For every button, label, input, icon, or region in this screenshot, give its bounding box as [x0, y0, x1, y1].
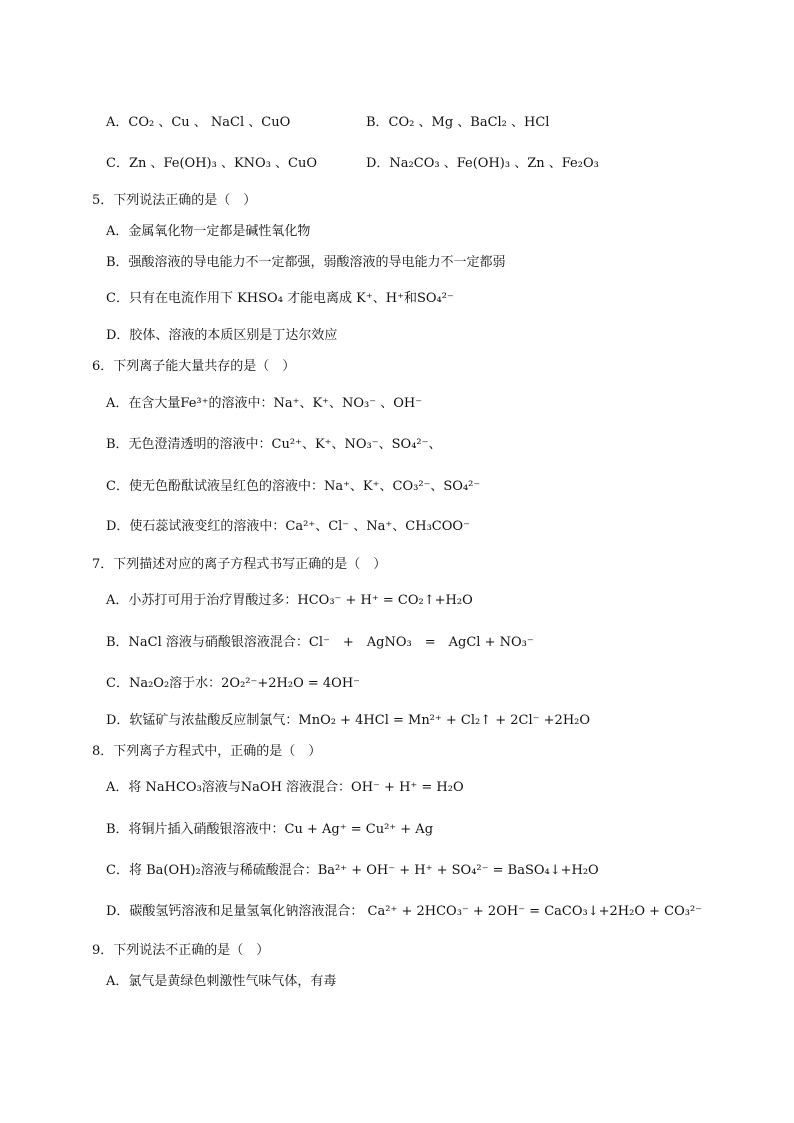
q4-option-b: B．CO₂ 、Mg 、BaCl₂ 、HCl: [366, 115, 550, 130]
q4-option-c: C．Zn 、Fe(OH)₃ 、KNO₃ 、CuO: [106, 156, 318, 171]
q6-option-c: C．使无色酚酞试液呈红色的溶液中：Na⁺、K⁺、CO₃²⁻、SO₄²⁻: [106, 479, 481, 494]
q7-option-d: D．软锰矿与浓盐酸反应制氯气：MnO₂ + 4HCl = Mn²⁺ + Cl₂↑ + 2Cl⁻ +2H₂O: [106, 713, 591, 728]
q9-stem: 9．下列说法不正确的是（ ）: [92, 943, 270, 958]
q5-option-b: B．强酸溶液的导电能力不一定都强，弱酸溶液的导电能力不一定都弱: [106, 255, 506, 270]
q7-option-b: B．NaCl 溶液与硝酸银溶液混合：Cl⁻ + AgNO₃ = AgCl + NO₃⁻: [106, 635, 534, 650]
q8-option-b: B．将铜片插入硝酸银溶液中：Cu + Ag⁺ = Cu²⁺ + Ag: [106, 822, 434, 837]
q8-option-c: C．将 Ba(OH)₂溶液与稀硫酸混合：Ba²⁺ + OH⁻ + H⁺ + SO₄²⁻ = BaSO₄↓+H₂O: [106, 863, 599, 878]
q8-stem: 8．下列离子方程式中，正确的是（ ）: [92, 744, 322, 759]
q7-option-a: A．小苏打可用于治疗胃酸过多：HCO₃⁻ + H⁺ = CO₂↑+H₂O: [106, 593, 473, 608]
q5-option-d: D．胶体、溶液的本质区别是丁达尔效应: [106, 328, 338, 343]
q6-option-b: B．无色澄清透明的溶液中：Cu²⁺、K⁺、NO₃⁻、SO₄²⁻、: [106, 437, 442, 452]
q9-option-a: A．氯气是黄绿色刺激性气味气体，有毒: [106, 974, 337, 989]
q8-option-d: D．碳酸氢钙溶液和足量氢氧化钠溶液混合： Ca²⁺ + 2HCO₃⁻ + 2OH⁻ = CaCO₃↓+2H₂O + CO₃²⁻: [106, 904, 703, 919]
q5-option-a: A．金属氧化物一定都是碱性氧化物: [106, 224, 311, 239]
q4-option-d: D．Na₂CO₃ 、Fe(OH)₃ 、Zn 、Fe₂O₃: [366, 156, 599, 171]
q5-stem: 5．下列说法正确的是（ ）: [92, 193, 257, 208]
q5-option-c: C．只有在电流作用下 KHSO₄ 才能电离成 K⁺、H⁺和SO₄²⁻: [106, 291, 454, 306]
q6-option-a: A．在含大量Fe³⁺的溶液中：Na⁺、K⁺、NO₃⁻ 、OH⁻: [106, 396, 423, 411]
q6-stem: 6．下列离子能大量共存的是（ ）: [92, 359, 296, 374]
q7-stem: 7．下列描述对应的离子方程式书写正确的是（ ）: [92, 557, 387, 572]
q8-option-a: A．将 NaHCO₃溶液与NaOH 溶液混合：OH⁻ + H⁺ = H₂O: [106, 780, 464, 795]
q6-option-d: D．使石蕊试液变红的溶液中：Ca²⁺、Cl⁻ 、Na⁺、CH₃COO⁻: [106, 519, 470, 534]
q4-option-a: A．CO₂ 、Cu 、 NaCl 、CuO: [106, 115, 291, 130]
q7-option-c: C．Na₂O₂溶于水：2O₂²⁻+2H₂O = 4OH⁻: [106, 676, 361, 691]
